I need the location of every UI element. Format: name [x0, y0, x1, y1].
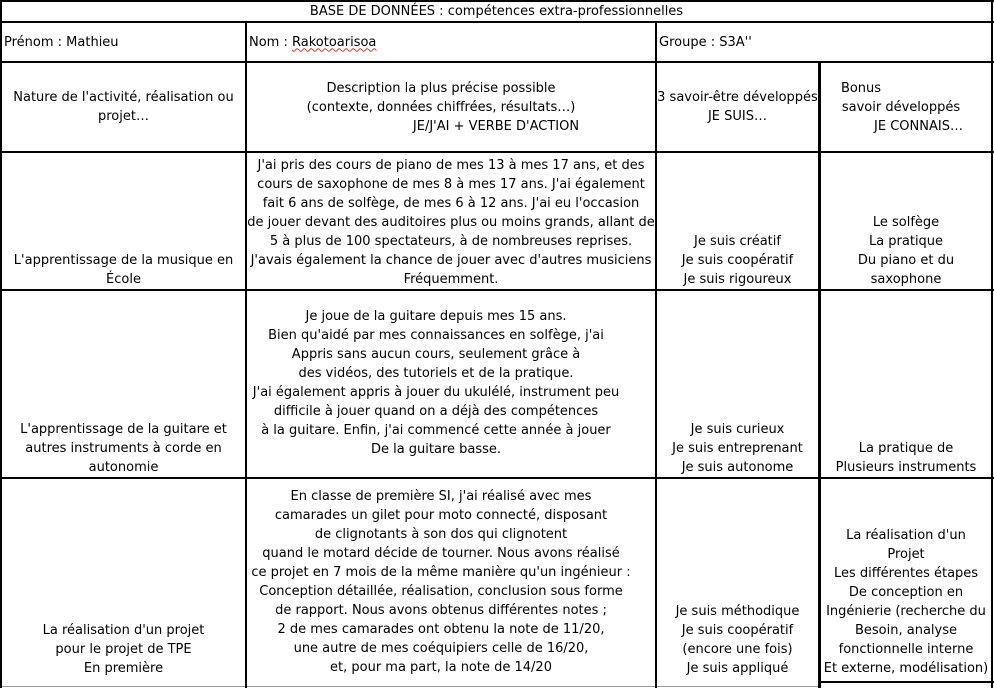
row3-bonus: [821, 479, 991, 678]
row1-savoir-etre-line: Je suis rigoureux: [683, 272, 792, 287]
row2-description: [247, 291, 655, 477]
row1-bonus-line: La pratique: [868, 234, 944, 249]
row3-description-line: une autre de mes coéquipiers celle de 16/20,: [293, 641, 589, 656]
row3-bonus-line: Les différentes étapes: [833, 566, 979, 581]
header-description: [247, 63, 655, 151]
header-savoir-etre-line: JE SUIS…: [707, 109, 768, 124]
row1-bonus-line: Du piano et du: [857, 253, 955, 268]
row1-nature-line: L'apprentissage de la musique en: [13, 253, 234, 268]
row3-bonus-line: Projet: [887, 547, 925, 562]
row2-nature: [2, 291, 245, 477]
row3-description-line: de clignotants à son dos qui clignotent: [314, 527, 568, 542]
row2-bonus: [821, 291, 991, 477]
row2-savoir-etre-line: Je suis curieux: [690, 422, 785, 437]
row2-bonus-line: La pratique de: [858, 441, 954, 456]
row3-description-line: Conception détaillée, réalisation, conclusion sous forme: [259, 584, 623, 599]
row3-description: [247, 479, 655, 678]
row2-description-line: difficile à jouer quand on a déjà des compétences: [273, 404, 599, 419]
row2-savoir-etre-line: Je suis autonome: [681, 460, 794, 475]
row3-nature-line: La réalisation d'un projet: [42, 623, 205, 638]
row1-savoir-etre: [657, 153, 818, 289]
row1-description-line: Fréquemment.: [403, 272, 499, 287]
header-nature-line: projet…: [98, 109, 149, 124]
row1-bonus-line: saxophone: [870, 272, 942, 287]
row1-description-line: fait 6 ans de solfège, de mes 6 à 12 ans. J'ai eu l'occasion: [262, 196, 640, 211]
row2-bonus-line: Plusieurs instruments: [835, 460, 977, 475]
header-bonus-line: Bonus: [840, 80, 882, 96]
row1-description-line: cours de saxophone de mes 8 à mes 17 ans. J'ai également: [257, 177, 645, 192]
row1-savoir-etre-line: Je suis créatif: [694, 234, 781, 249]
row1-nature: [2, 153, 245, 289]
row3-description-line: En classe de première SI, j'ai réalisé avec mes: [290, 489, 592, 504]
row2-description-line: J'ai également appris à jouer du ukulélé, instrument peu: [252, 385, 620, 400]
nom-text: [249, 33, 376, 52]
row3-description-line: quand le motard décide de tourner. Nous avons réalisé: [262, 546, 620, 561]
row1-description-line: J'avais également la chance de jouer avec d'autres musiciens: [250, 253, 652, 268]
header-description-line: JE/J'AI + VERBE D'ACTION: [412, 118, 580, 134]
row1-bonus-line: Le solfège: [872, 215, 940, 230]
row2-nature-line: L'apprentissage de la guitare et: [20, 422, 227, 437]
row1-description-line: 5 à plus de 100 spectateurs, à de nombreuses reprises.: [269, 234, 633, 249]
nom-label: Nom :: [249, 34, 292, 50]
row2-nature-line: autonomie: [88, 460, 159, 475]
prenom-text: Prénom : Mathieu: [4, 34, 119, 50]
table-title-text: BASE DE DONNÉES : compétences extra-professionnelles: [309, 4, 684, 19]
nom-value: Rakotoarisoa: [292, 34, 377, 50]
row2-description-line: à la guitare. Enfin, j'ai commencé cette année à jouer: [261, 423, 611, 438]
row3-description-line: ce projet en 7 mois de la même manière qu'un ingénieur :: [251, 565, 631, 580]
row1-description-line: de jouer devant des auditoires plus ou moins grands, allant de: [247, 215, 655, 230]
row3-bonus-line: Besoin, analyse: [854, 623, 957, 638]
row3-bonus-line: Ingénierie (recherche du: [826, 604, 986, 619]
row1-nature-line: École: [106, 272, 141, 287]
row1-savoir-etre-line: Je suis coopératif: [681, 253, 794, 268]
row2-nature-line: autres instruments à corde en: [25, 441, 222, 456]
header-bonus-line: JE CONNAIS…: [874, 118, 963, 134]
header-nature-line: Nature de l'activité, réalisation ou: [13, 90, 234, 105]
row3-savoir-etre-line: Je suis appliqué: [686, 661, 789, 676]
row2-description-line: des vidéos, des tutoriels et de la pratique.: [298, 366, 574, 381]
header-savoir-etre: [657, 63, 818, 151]
row3-description-line: de rapport. Nous avons obtenus différentes notes ;: [275, 603, 607, 618]
row3-nature-line: En première: [83, 661, 164, 676]
row2-savoir-etre: [657, 291, 818, 477]
row3-bonus-line: La réalisation d'un: [846, 528, 966, 543]
prenom-cell: [4, 23, 244, 61]
row3-bonus-line: fonctionnelle interne: [838, 642, 974, 657]
header-bonus-line: savoir développés: [841, 99, 961, 115]
row2-description-line: Bien qu'aidé par mes connaissances en solfège, j'ai: [268, 328, 604, 343]
nom-cell: [249, 23, 653, 61]
row3-description-line: et, pour ma part, la note de 14/20: [330, 660, 552, 675]
row1-description: [247, 153, 655, 289]
groupe-cell: [659, 23, 989, 61]
row3-savoir-etre-line: Je suis méthodique: [675, 604, 800, 619]
header-description-line: Description la plus précise possible: [326, 80, 556, 96]
row1-bonus: [821, 153, 991, 289]
row3-bonus-line: De conception en: [848, 585, 964, 600]
header-nature: [2, 63, 245, 151]
row3-bonus-line: Et externe, modélisation): [823, 661, 989, 676]
row2-savoir-etre-line: Je suis entreprenant: [672, 441, 803, 456]
row2-description-line: De la guitare basse.: [370, 442, 502, 457]
grid-line: [820, 681, 994, 683]
row3-savoir-etre-line: Je suis coopératif: [681, 623, 794, 638]
row3-nature: [2, 479, 245, 678]
table-title: [2, 2, 991, 21]
row3-savoir-etre-line: (encore une fois): [682, 642, 793, 657]
row3-description-line: camarades un gilet pour moto connecté, disposant: [274, 508, 608, 523]
grid-line: [0, 686, 820, 687]
header-description-line: (contexte, données chiffrées, résultats…): [306, 99, 576, 115]
row3-savoir-etre: [657, 479, 818, 678]
row1-description-line: J'ai pris des cours de piano de mes 13 à mes 17 ans, et des: [257, 158, 645, 173]
header-savoir-etre-line: 3 savoir-être développés: [657, 90, 818, 105]
row3-nature-line: pour le projet de TPE: [55, 642, 192, 657]
groupe-text: Groupe : S3A'': [659, 34, 752, 50]
row3-description-line: 2 de mes camarades ont obtenu la note de 11/20,: [277, 622, 605, 637]
header-bonus: [821, 63, 991, 151]
row2-description-line: Appris sans aucun cours, seulement grâce à: [291, 347, 581, 362]
grid-line: [991, 0, 993, 688]
row2-description-line: Je joue de la guitare depuis mes 15 ans.: [305, 309, 567, 324]
